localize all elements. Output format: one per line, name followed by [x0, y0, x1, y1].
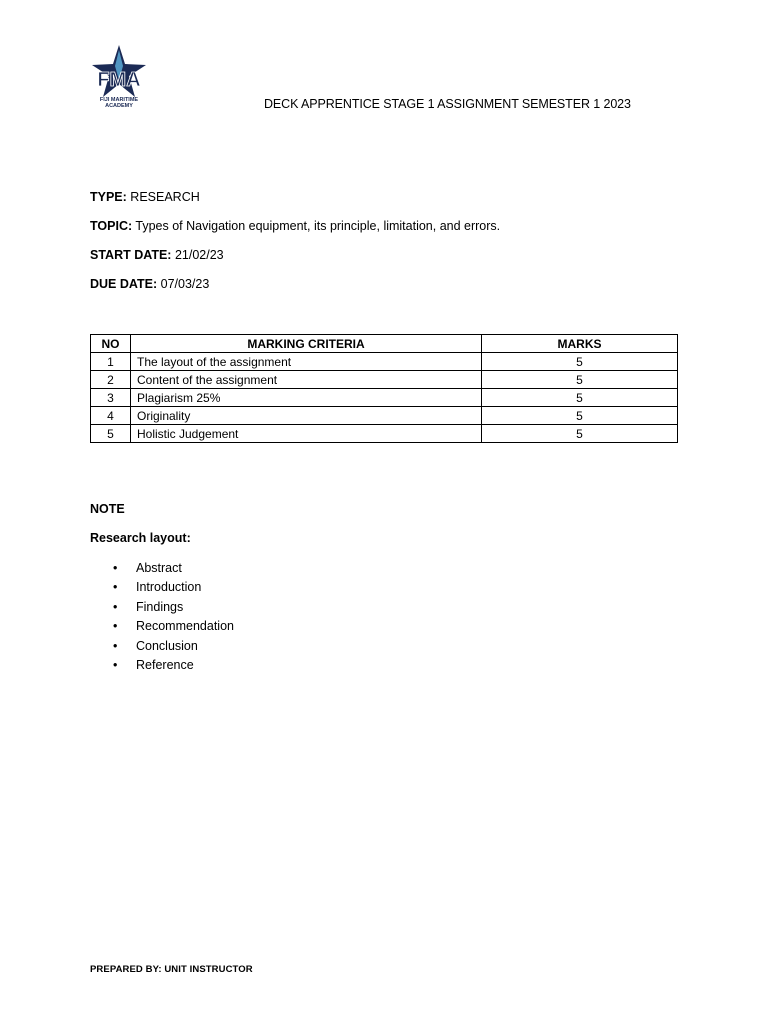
row-marks: 5 [482, 389, 678, 407]
list-item-label: Conclusion [136, 638, 198, 653]
bullet-icon: • [113, 657, 118, 672]
list-item-label: Recommendation [136, 619, 234, 634]
list-item [113, 560, 234, 579]
row-criteria: Originality [131, 407, 482, 425]
logo-caption [88, 97, 150, 109]
table-row [91, 425, 678, 443]
table-header-row [91, 335, 678, 353]
logo-caption-line-2: ACADEMY [105, 103, 133, 109]
topic-label: TOPIC: [90, 219, 133, 233]
note-heading: NOTE [90, 502, 125, 516]
list-item [113, 599, 234, 618]
header-no: NO [91, 335, 131, 353]
logo-lettering: FMA [97, 69, 141, 91]
start-date-label: START DATE: [90, 248, 172, 262]
bullet-icon: • [113, 561, 118, 575]
due-date-label: DUE DATE: [90, 277, 158, 291]
row-marks: 5 [482, 353, 678, 371]
document-title: DECK APPRENTICE STAGE 1 ASSIGNMENT SEMESTER 1 2023 [264, 97, 631, 111]
logo-caption-line-1: FIJI MARITIME [99, 97, 139, 103]
list-item-label: Introduction [136, 580, 202, 595]
table-row [91, 389, 678, 407]
list-item [113, 579, 234, 598]
row-criteria: Content of the assignment [131, 371, 482, 389]
research-layout-heading: Research layout: [90, 531, 191, 545]
star-logo-icon [88, 44, 150, 100]
header-marks: MARKS [482, 335, 678, 353]
table-row [91, 407, 678, 425]
list-item-label: Abstract [136, 561, 182, 575]
row-no: 3 [91, 389, 131, 407]
bullet-icon: • [113, 599, 118, 614]
type-label: TYPE: [90, 190, 127, 204]
row-no: 5 [91, 425, 131, 443]
prepared-by-footer: PREPARED BY: UNIT INSTRUCTOR [90, 964, 253, 975]
bullet-icon: • [113, 619, 118, 634]
list-item [113, 657, 234, 676]
row-criteria: The layout of the assignment [131, 353, 482, 371]
due-date-value: 07/03/23 [160, 277, 210, 291]
row-marks: 5 [482, 425, 678, 443]
row-no: 1 [91, 353, 131, 371]
row-criteria: Holistic Judgement [131, 425, 482, 443]
due-date-field [90, 277, 209, 291]
table-row [91, 371, 678, 389]
marking-criteria-table [90, 334, 678, 443]
list-item [113, 638, 234, 657]
row-marks: 5 [482, 371, 678, 389]
row-marks: 5 [482, 407, 678, 425]
bullet-icon: • [113, 580, 118, 595]
type-value: RESEARCH [130, 190, 200, 204]
topic-value: Types of Navigation equipment, its principle, limitation, and errors. [135, 219, 501, 233]
start-date-value: 21/02/23 [174, 248, 224, 262]
list-item-label: Reference [136, 657, 194, 672]
row-no: 2 [91, 371, 131, 389]
header-marking-criteria: MARKING CRITERIA [131, 335, 482, 353]
table-row [91, 353, 678, 371]
row-no: 4 [91, 407, 131, 425]
list-item [113, 618, 234, 637]
bullet-icon: • [113, 638, 118, 653]
list-item-label: Findings [136, 599, 184, 614]
start-date-field [90, 248, 224, 262]
row-criteria: Plagiarism 25% [131, 389, 482, 407]
type-field [90, 190, 200, 204]
research-layout-list [113, 560, 234, 676]
topic-field [90, 219, 500, 233]
